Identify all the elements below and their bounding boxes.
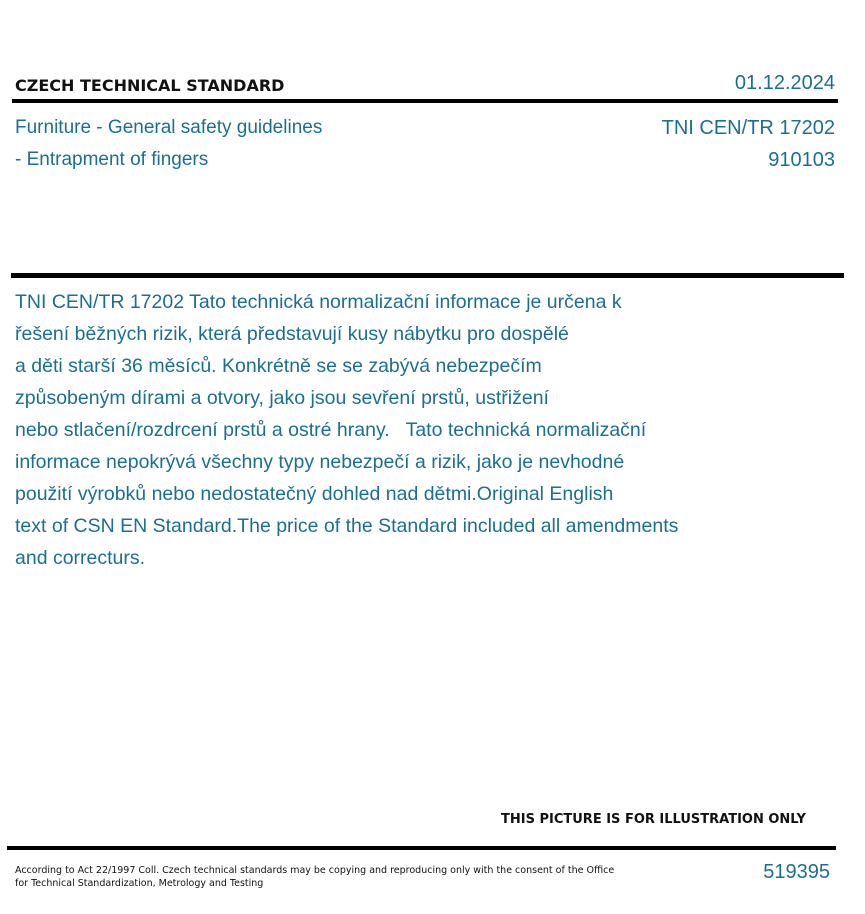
body-line: a děti starší 36 měsíců. Konkrétně se se zabývá nebezpečím — [15, 355, 542, 377]
catalog-number: 910103 — [768, 149, 835, 171]
illustration-note: THIS PICTURE IS FOR ILLUSTRATION ONLY — [501, 812, 806, 827]
body-line: informace nepokrývá všechny typy nebezpečí a rizik, jako je nevhodné — [15, 451, 625, 473]
document-title-line-1: Furniture - General safety guidelines — [15, 117, 323, 138]
document-title-line-2: - Entrapment of fingers — [15, 149, 209, 170]
header-date: 01.12.2024 — [734, 72, 835, 94]
footer-document-id: 519395 — [763, 861, 830, 883]
header-label: CZECH TECHNICAL STANDARD — [15, 76, 285, 95]
title-divider — [11, 273, 844, 278]
body-line: text of CSN EN Standard.The price of the Standard included all amendments — [15, 515, 679, 537]
body-line: and correcturs. — [15, 547, 146, 569]
footer-divider — [7, 846, 836, 850]
body-line: TNI CEN/TR 17202 Tato technická normalizační informace je určena k — [15, 291, 622, 313]
standard-code: TNI CEN/TR 17202 — [661, 117, 835, 139]
body-line: způsobeným dírami a otvory, jako jsou sevření prstů, ustřižení — [15, 387, 549, 409]
header-divider — [12, 99, 838, 103]
footer-legal-line-2: for Technical Standardization, Metrology and Testing — [15, 878, 264, 889]
footer-legal-line-1: According to Act 22/1997 Coll. Czech technical standards may be copying and reproducing only with the consent of the Office — [15, 865, 615, 876]
body-line: řešení běžných rizik, která představují kusy nábytku pro dospělé — [15, 323, 569, 345]
body-line: použití výrobků nebo nedostatečný dohled nad dětmi.Original English — [15, 483, 614, 505]
body-line: nebo stlačení/rozdrcení prstů a ostré hrany. Tato technická normalizační — [15, 419, 647, 441]
